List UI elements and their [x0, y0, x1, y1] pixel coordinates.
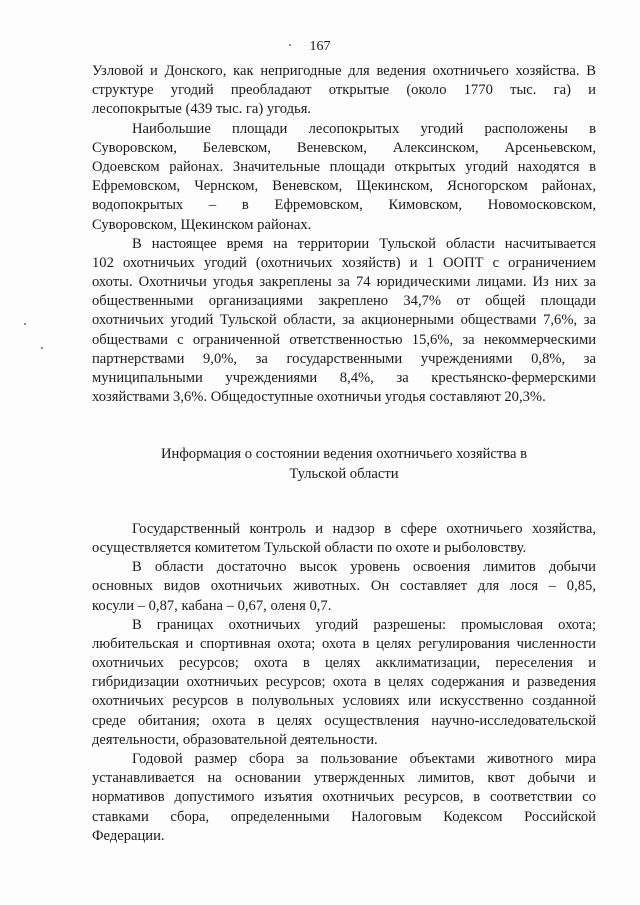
text-line: охотничьих угодий Тульской области, за акционерными обществами 7,6%, за — [92, 312, 596, 329]
text-line: деятельности, образовательной деятельности. — [92, 731, 378, 748]
spacer — [92, 407, 596, 445]
paragraph-7 — [92, 750, 596, 846]
text-line: В области достаточно высок уровень освоения лимитов добычи — [132, 559, 596, 576]
text-line: устанавливается на основании утвержденных лимитов, квот добычи и — [92, 770, 596, 787]
section-heading — [92, 445, 596, 483]
text-line: любительская и спортивная охота; охота в целях регулирования численности — [92, 635, 596, 652]
paragraph-4 — [92, 520, 596, 558]
text-line: охотничьих ресурсов в полувольных условиях или искусственно созданной — [92, 693, 596, 710]
document-body — [92, 62, 596, 846]
text-line: среде обитания; охота в целях осуществления научно-исследовательской — [92, 712, 596, 729]
text-line: хозяйствами 3,6%. Общедоступные охотничьи угодья составляют 20,3%. — [92, 389, 546, 406]
text-line: партнерствами 9,0%, за государственными учреждениями 0,8%, за — [92, 350, 596, 367]
text-line: основных видов охотничьих животных. Он составляет для лося – 0,85, — [92, 578, 596, 595]
text-line: Государственный контроль и надзор в сфере охотничьего хозяйства, — [132, 520, 596, 537]
text-line: В настоящее время на территории Тульской области насчитывается — [132, 235, 596, 252]
paragraph-2 — [92, 120, 596, 235]
section-heading-line-2: Тульской области — [289, 465, 399, 482]
text-line: охотничьих ресурсов; охота в целях акклиматизации, переселения и — [92, 655, 596, 672]
text-line: Одоевском районах. Значительные площади открытых угодий находятся в — [92, 158, 596, 175]
text-line: гибридизации охотничьих ресурсов; охота в целях содержания и разведения — [92, 674, 596, 691]
text-line: Суворовском, Щекинском районах. — [92, 216, 312, 233]
text-line: общественными организациями закреплено 34,7% от общей площади — [92, 293, 596, 310]
spacer — [92, 484, 596, 520]
text-line: Узловой и Донского, как непригодные для ведения охотничьего хозяйства. В — [92, 63, 596, 79]
text-line: муниципальными учреждениями 8,4%, за крестьянско-фермерскими — [92, 370, 596, 386]
text-line: 102 охотничьих угодий (охотничьих хозяйств) и 1 ООПТ с ограничением — [92, 254, 596, 271]
paragraph-3 — [92, 235, 596, 408]
text-line: осуществляется комитетом Тульской области по охоте и рыболовству. — [92, 539, 527, 556]
scan-speck — [24, 323, 26, 325]
text-line: Суворовском, Белевском, Веневском, Алексинском, Арсеньевском, — [92, 139, 596, 156]
text-line: нормативов допустимого изъятия охотничьих ресурсов, в соответствии со — [92, 789, 596, 806]
paragraph-5 — [92, 558, 596, 616]
scan-speck — [41, 347, 43, 349]
text-line: водопокрытых – в Ефремовском, Кимовском, Новомосковском, — [92, 197, 596, 214]
text-line: косули – 0,87, кабана – 0,67, оленя 0,7. — [92, 597, 332, 614]
paragraph-6 — [92, 616, 596, 750]
page-number: 167 — [309, 39, 331, 54]
paragraph-1 — [92, 62, 596, 120]
text-line: ставками сбора, определенными Налоговым Кодексом Российской — [92, 808, 596, 825]
text-line: охоты. Охотничьи угодья закреплены за 74 юридическими лицами. Из них за — [92, 274, 596, 291]
text-line: Ефремовском, Чернском, Веневском, Щекинском, Ясногорском районах, — [92, 178, 596, 195]
text-line: Наибольшие площади лесопокрытых угодий расположены в — [132, 120, 596, 137]
text-line: структуре угодий преобладают открытые (около 1770 тыс. га) и — [92, 82, 596, 99]
text-line: Годовой размер сбора за пользование объектами животного мира — [132, 751, 596, 767]
text-line: Федерации. — [92, 827, 165, 844]
text-line: В границах охотничьих угодий разрешены: промысловая охота; — [132, 616, 596, 633]
section-heading-line-1: Информация о состоянии ведения охотничьего хозяйства в — [160, 446, 527, 463]
text-line: обществами с ограниченной ответственностью 15,6%, за некоммерческими — [92, 331, 596, 348]
text-line: лесопокрытые (439 тыс. га) угодья. — [92, 101, 312, 118]
